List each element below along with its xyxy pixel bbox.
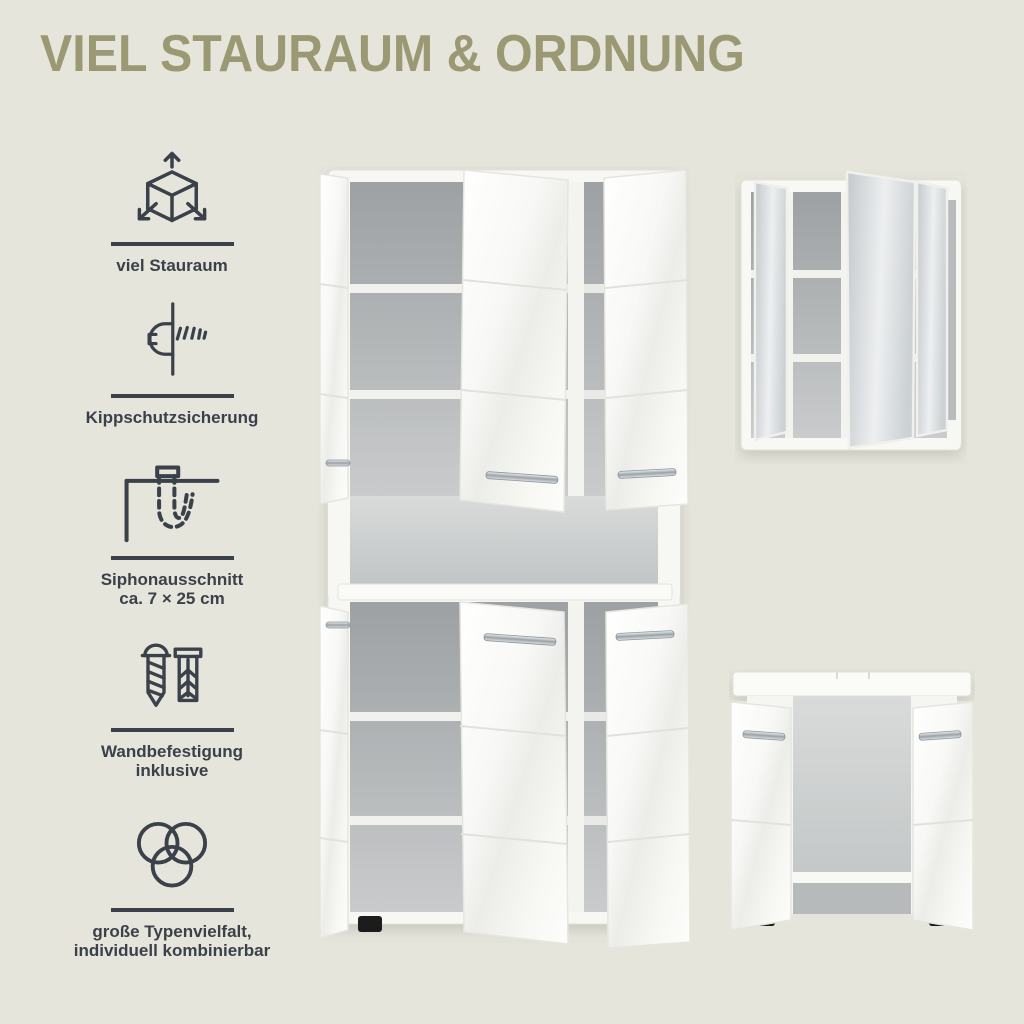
variety-circles-icon [126, 814, 218, 900]
feature-divider [111, 728, 234, 732]
feature-label: Siphonausschnitt [100, 569, 244, 589]
feature-typenvielfalt [32, 814, 312, 960]
feature-kippschutzsicherung [32, 292, 312, 427]
feature-label-line2: inklusive [135, 760, 209, 780]
mirror-cabinet-image [735, 170, 967, 464]
feature-wandbefestigung [32, 636, 312, 780]
feature-label: Wandbefestigung [101, 741, 243, 761]
feature-label-line2: ca. 7 × 25 cm [119, 588, 225, 608]
page-title: VIEL STAURAUM & ORDNUNG [40, 25, 745, 83]
feature-label: große Typenvielfalt, [92, 921, 252, 941]
feature-label-line2: individuell kombinierbar [73, 940, 271, 960]
feature-divider [111, 908, 234, 912]
feature-divider [111, 242, 234, 246]
feature-label: Kippschutzsicherung [85, 407, 259, 427]
feature-siphonausschnitt [32, 452, 312, 608]
wall-anchor-icon [130, 292, 214, 386]
feature-divider [111, 556, 234, 560]
screw-dowel-icon [132, 636, 212, 720]
washbasin-cabinet-image [729, 668, 975, 940]
cube-dimensions-icon [126, 150, 218, 234]
feature-viel-stauraum [32, 150, 312, 275]
feature-divider [111, 394, 234, 398]
feature-label: viel Stauraum [116, 255, 228, 275]
siphon-cutout-icon [117, 452, 227, 548]
tall-storage-cabinet-image [318, 166, 690, 950]
